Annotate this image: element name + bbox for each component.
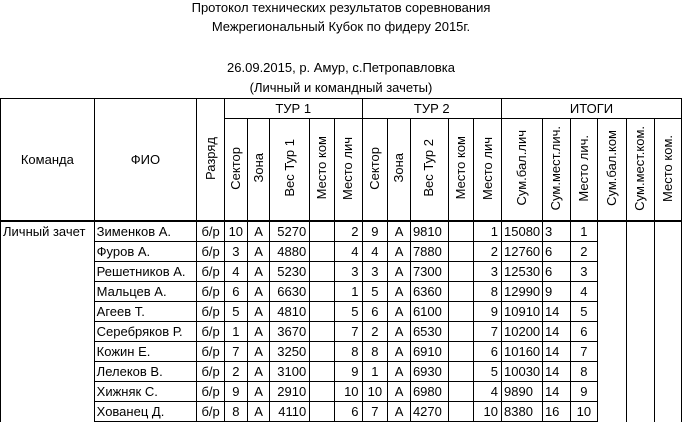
header-place-team-1: Место ком bbox=[310, 119, 335, 222]
team-cell: Личный зачет bbox=[1, 221, 95, 242]
zone2-cell: A bbox=[388, 242, 411, 262]
header-sum-points-team: Сум.бал.ком bbox=[598, 119, 627, 222]
sum-points-team-cell bbox=[598, 342, 627, 362]
header-place-team-total: Место ком. bbox=[655, 119, 682, 222]
header-place-personal-1: Место лич bbox=[334, 119, 362, 222]
place-team1-cell bbox=[310, 402, 335, 422]
sector1-cell: 10 bbox=[224, 221, 247, 242]
table-row bbox=[1, 402, 682, 422]
team-cell bbox=[1, 382, 95, 402]
weight1-cell: 5230 bbox=[270, 262, 310, 282]
sum-points-team-cell bbox=[598, 262, 627, 282]
cup-title: Межрегиональный Кубок по фидеру 2015г. bbox=[211, 19, 471, 34]
zone1-cell: A bbox=[247, 342, 270, 362]
place-team2-cell bbox=[448, 262, 474, 282]
sum-points-cell: 12530 bbox=[502, 262, 543, 282]
table-row bbox=[1, 382, 682, 402]
table-row bbox=[1, 342, 682, 362]
sum-points-cell: 10030 bbox=[502, 362, 543, 382]
place-personal2-cell: 6 bbox=[474, 342, 502, 362]
sum-points-team-cell bbox=[598, 302, 627, 322]
sector2-cell: 9 bbox=[362, 221, 388, 242]
sum-places-cell: 6 bbox=[542, 242, 570, 262]
weight2-cell: 6360 bbox=[410, 282, 448, 302]
sum-places-cell: 14 bbox=[542, 362, 570, 382]
weight1-cell: 4880 bbox=[270, 242, 310, 262]
sum-places-team-cell bbox=[626, 262, 655, 282]
table-row bbox=[1, 221, 682, 242]
rank-cell: б/р bbox=[197, 221, 225, 242]
team-cell bbox=[1, 282, 95, 302]
sum-places-team-cell bbox=[626, 362, 655, 382]
weight1-cell: 3670 bbox=[270, 322, 310, 342]
weight1-cell: 2910 bbox=[270, 382, 310, 402]
zone1-cell: A bbox=[247, 322, 270, 342]
sector1-cell: 4 bbox=[224, 262, 247, 282]
weight1-cell: 5270 bbox=[270, 221, 310, 242]
sum-places-cell: 14 bbox=[542, 342, 570, 362]
header-tour1: ТУР 1 bbox=[224, 99, 362, 119]
header-rank: Разряд bbox=[197, 99, 225, 222]
place-personal2-cell: 7 bbox=[474, 322, 502, 342]
date-place: 26.09.2015, р. Амур, с.Петропавловка bbox=[227, 60, 455, 75]
sum-places-team-cell bbox=[626, 382, 655, 402]
header-sum-places-team: Сум.мест.ком. bbox=[626, 119, 655, 222]
zone2-cell: A bbox=[388, 362, 411, 382]
rank-cell: б/р bbox=[197, 302, 225, 322]
sector1-cell: 3 bbox=[224, 242, 247, 262]
place-personal2-cell: 9 bbox=[474, 302, 502, 322]
weight1-cell: 4110 bbox=[270, 402, 310, 422]
place-team1-cell bbox=[310, 242, 335, 262]
rank-cell: б/р bbox=[197, 342, 225, 362]
name-cell: Фуров А. bbox=[94, 242, 197, 262]
team-cell bbox=[1, 302, 95, 322]
zone1-cell: A bbox=[247, 242, 270, 262]
rank-cell: б/р bbox=[197, 242, 225, 262]
place-team2-cell bbox=[448, 362, 474, 382]
sum-places-team-cell bbox=[626, 322, 655, 342]
sum-points-team-cell bbox=[598, 282, 627, 302]
sector2-cell: 3 bbox=[362, 262, 388, 282]
sum-places-cell: 14 bbox=[542, 382, 570, 402]
sum-places-cell: 9 bbox=[542, 282, 570, 302]
team-cell bbox=[1, 322, 95, 342]
header-sector-2: Сектор bbox=[362, 119, 388, 222]
name-cell: Решетников А. bbox=[94, 262, 197, 282]
place-personal1-cell: 3 bbox=[334, 262, 362, 282]
sum-points-cell: 9890 bbox=[502, 382, 543, 402]
place-personal2-cell: 5 bbox=[474, 362, 502, 382]
place-personal2-cell: 8 bbox=[474, 282, 502, 302]
sum-places-cell: 16 bbox=[542, 402, 570, 422]
place-cell: 9 bbox=[570, 382, 598, 402]
team-cell bbox=[1, 362, 95, 382]
header-weight-2: Вес Тур 2 bbox=[410, 119, 448, 222]
place-cell: 4 bbox=[570, 282, 598, 302]
table-row bbox=[1, 362, 682, 382]
sum-points-team-cell bbox=[598, 322, 627, 342]
weight2-cell: 6980 bbox=[410, 382, 448, 402]
header-tour2: ТУР 2 bbox=[362, 99, 501, 119]
sum-points-team-cell bbox=[598, 382, 627, 402]
zone2-cell: A bbox=[388, 302, 411, 322]
place-team-cell bbox=[655, 221, 682, 242]
name-cell: Хижняк С. bbox=[94, 382, 197, 402]
zone2-cell: A bbox=[388, 402, 411, 422]
place-team-cell bbox=[655, 402, 682, 422]
table-row bbox=[1, 242, 682, 262]
name-cell: Хованец Д. bbox=[94, 402, 197, 422]
zone1-cell: A bbox=[247, 402, 270, 422]
sum-places-team-cell bbox=[626, 302, 655, 322]
header-sum-places-personal: Сум.мест.лич. bbox=[542, 119, 570, 222]
place-team1-cell bbox=[310, 362, 335, 382]
name-cell: Мальцев А. bbox=[94, 282, 197, 302]
place-team2-cell bbox=[448, 342, 474, 362]
place-cell: 8 bbox=[570, 362, 598, 382]
sum-places-cell: 14 bbox=[542, 322, 570, 342]
sector1-cell: 2 bbox=[224, 362, 247, 382]
header-totals: ИТОГИ bbox=[502, 99, 682, 119]
sector2-cell: 7 bbox=[362, 402, 388, 422]
place-team-cell bbox=[655, 382, 682, 402]
sum-points-cell: 12760 bbox=[502, 242, 543, 262]
zone2-cell: A bbox=[388, 221, 411, 242]
sector1-cell: 5 bbox=[224, 302, 247, 322]
rank-cell: б/р bbox=[197, 402, 225, 422]
sector2-cell: 10 bbox=[362, 382, 388, 402]
weight2-cell: 6930 bbox=[410, 362, 448, 382]
team-cell bbox=[1, 242, 95, 262]
name-cell: Агеев Т. bbox=[94, 302, 197, 322]
place-cell: 2 bbox=[570, 242, 598, 262]
weight2-cell: 7300 bbox=[410, 262, 448, 282]
place-personal2-cell: 4 bbox=[474, 382, 502, 402]
place-team1-cell bbox=[310, 282, 335, 302]
table-row bbox=[1, 302, 682, 322]
scoring-type: (Личный и командный зачеты) bbox=[249, 80, 433, 95]
weight2-cell: 6530 bbox=[410, 322, 448, 342]
place-personal2-cell: 1 bbox=[474, 221, 502, 242]
sum-places-team-cell bbox=[626, 402, 655, 422]
rank-cell: б/р bbox=[197, 282, 225, 302]
zone2-cell: A bbox=[388, 282, 411, 302]
place-personal1-cell: 4 bbox=[334, 242, 362, 262]
place-personal1-cell: 5 bbox=[334, 302, 362, 322]
place-cell: 3 bbox=[570, 262, 598, 282]
place-team-cell bbox=[655, 342, 682, 362]
place-team2-cell bbox=[448, 402, 474, 422]
place-team-cell bbox=[655, 242, 682, 262]
sector1-cell: 6 bbox=[224, 282, 247, 302]
place-personal1-cell: 10 bbox=[334, 382, 362, 402]
weight2-cell: 9810 bbox=[410, 221, 448, 242]
sum-points-cell: 12990 bbox=[502, 282, 543, 302]
place-team-cell bbox=[655, 262, 682, 282]
zone2-cell: A bbox=[388, 322, 411, 342]
header-name: ФИО bbox=[94, 99, 197, 222]
zone1-cell: A bbox=[247, 262, 270, 282]
results-table bbox=[0, 98, 682, 422]
place-cell: 10 bbox=[570, 402, 598, 422]
header-zone-1: Зона bbox=[247, 119, 270, 222]
table-row bbox=[1, 262, 682, 282]
place-personal2-cell: 3 bbox=[474, 262, 502, 282]
sum-places-team-cell bbox=[626, 282, 655, 302]
place-team-cell bbox=[655, 302, 682, 322]
sum-points-team-cell bbox=[598, 362, 627, 382]
name-cell: Зименков А. bbox=[94, 221, 197, 242]
name-cell: Серебряков Р. bbox=[94, 322, 197, 342]
zone2-cell: A bbox=[388, 382, 411, 402]
place-personal1-cell: 8 bbox=[334, 342, 362, 362]
table-row bbox=[1, 282, 682, 302]
header-sum-points-personal: Сум.бал.лич bbox=[502, 119, 543, 222]
sum-places-cell: 3 bbox=[542, 221, 570, 242]
place-team-cell bbox=[655, 362, 682, 382]
rank-cell: б/р bbox=[197, 262, 225, 282]
weight1-cell: 4810 bbox=[270, 302, 310, 322]
place-team2-cell bbox=[448, 242, 474, 262]
place-personal1-cell: 7 bbox=[334, 322, 362, 342]
place-team1-cell bbox=[310, 342, 335, 362]
place-personal1-cell: 6 bbox=[334, 402, 362, 422]
sector2-cell: 4 bbox=[362, 242, 388, 262]
table-row bbox=[1, 322, 682, 342]
sector1-cell: 9 bbox=[224, 382, 247, 402]
place-personal1-cell: 9 bbox=[334, 362, 362, 382]
protocol-title: Протокол технических результатов соревнования bbox=[191, 0, 491, 15]
rank-cell: б/р bbox=[197, 382, 225, 402]
place-team1-cell bbox=[310, 322, 335, 342]
place-team-cell bbox=[655, 322, 682, 342]
sum-places-cell: 14 bbox=[542, 302, 570, 322]
weight1-cell: 3100 bbox=[270, 362, 310, 382]
header-zone-2: Зона bbox=[388, 119, 411, 222]
place-cell: 5 bbox=[570, 302, 598, 322]
header-sector-1: Сектор bbox=[224, 119, 247, 222]
place-team1-cell bbox=[310, 382, 335, 402]
sum-points-team-cell bbox=[598, 242, 627, 262]
team-cell bbox=[1, 342, 95, 362]
sum-points-team-cell bbox=[598, 221, 627, 242]
place-team2-cell bbox=[448, 282, 474, 302]
place-cell: 7 bbox=[570, 342, 598, 362]
zone2-cell: A bbox=[388, 342, 411, 362]
place-team2-cell bbox=[448, 322, 474, 342]
weight1-cell: 3250 bbox=[270, 342, 310, 362]
sector2-cell: 8 bbox=[362, 342, 388, 362]
sum-places-team-cell bbox=[626, 242, 655, 262]
place-personal1-cell: 1 bbox=[334, 282, 362, 302]
sector2-cell: 6 bbox=[362, 302, 388, 322]
sum-points-cell: 10160 bbox=[502, 342, 543, 362]
header-team: Команда bbox=[1, 99, 95, 222]
team-cell bbox=[1, 262, 95, 282]
place-cell: 1 bbox=[570, 221, 598, 242]
sector2-cell: 1 bbox=[362, 362, 388, 382]
place-team1-cell bbox=[310, 221, 335, 242]
place-team1-cell bbox=[310, 302, 335, 322]
rank-cell: б/р bbox=[197, 322, 225, 342]
header-place-personal-2: Место лич bbox=[474, 119, 502, 222]
place-team1-cell bbox=[310, 262, 335, 282]
rank-cell: б/р bbox=[197, 362, 225, 382]
weight1-cell: 6630 bbox=[270, 282, 310, 302]
weight2-cell: 6100 bbox=[410, 302, 448, 322]
place-personal2-cell: 10 bbox=[474, 402, 502, 422]
sum-places-cell: 6 bbox=[542, 262, 570, 282]
place-cell: 6 bbox=[570, 322, 598, 342]
sum-points-cell: 10200 bbox=[502, 322, 543, 342]
sum-places-team-cell bbox=[626, 342, 655, 362]
place-team2-cell bbox=[448, 302, 474, 322]
weight2-cell: 6910 bbox=[410, 342, 448, 362]
name-cell: Лелеков В. bbox=[94, 362, 197, 382]
name-cell: Кожин Е. bbox=[94, 342, 197, 362]
header-place-personal-total: Место лич. bbox=[570, 119, 598, 222]
sector2-cell: 2 bbox=[362, 322, 388, 342]
place-personal2-cell: 2 bbox=[474, 242, 502, 262]
sector2-cell: 5 bbox=[362, 282, 388, 302]
sum-places-team-cell bbox=[626, 221, 655, 242]
place-team2-cell bbox=[448, 382, 474, 402]
place-team-cell bbox=[655, 282, 682, 302]
weight2-cell: 7880 bbox=[410, 242, 448, 262]
sum-points-cell: 15080 bbox=[502, 221, 543, 242]
sector1-cell: 8 bbox=[224, 402, 247, 422]
place-team2-cell bbox=[448, 221, 474, 242]
zone1-cell: A bbox=[247, 302, 270, 322]
sum-points-team-cell bbox=[598, 402, 627, 422]
zone1-cell: A bbox=[247, 282, 270, 302]
sector1-cell: 1 bbox=[224, 322, 247, 342]
weight2-cell: 4270 bbox=[410, 402, 448, 422]
zone2-cell: A bbox=[388, 262, 411, 282]
place-personal1-cell: 2 bbox=[334, 221, 362, 242]
sum-points-cell: 10910 bbox=[502, 302, 543, 322]
header-weight-1: Вес Тур 1 bbox=[270, 119, 310, 222]
team-cell bbox=[1, 402, 95, 422]
sum-points-cell: 8380 bbox=[502, 402, 543, 422]
zone1-cell: A bbox=[247, 221, 270, 242]
header-place-team-2: Место ком bbox=[448, 119, 474, 222]
zone1-cell: A bbox=[247, 382, 270, 402]
sector1-cell: 7 bbox=[224, 342, 247, 362]
zone1-cell: A bbox=[247, 362, 270, 382]
